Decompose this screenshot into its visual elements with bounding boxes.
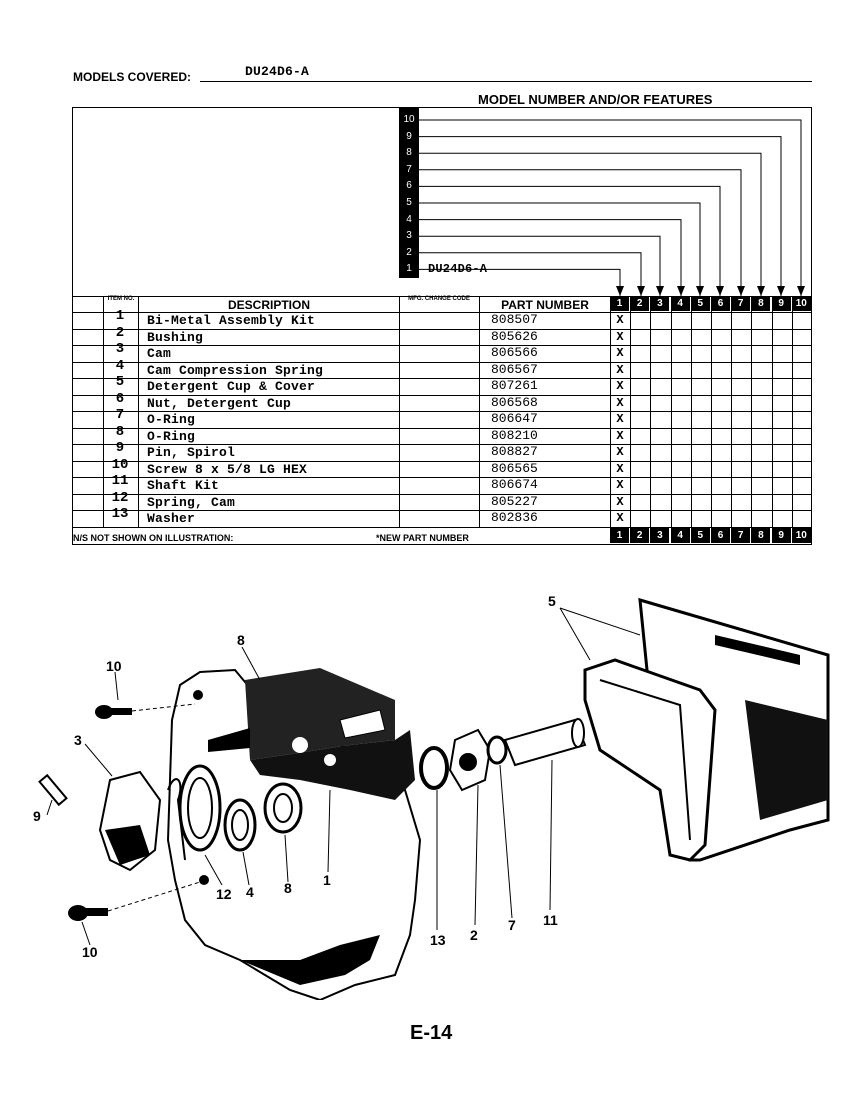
table-cell-item: 3 xyxy=(115,341,125,357)
table-cell-model1-mark: X xyxy=(616,362,624,377)
table-cell-item: 8 xyxy=(115,423,125,440)
model-strip-number: 5 xyxy=(406,197,412,208)
table-cell-part-number: 802836 xyxy=(491,510,538,525)
table-cell-description: Screw 8 x 5/8 LG HEX xyxy=(147,461,308,477)
model-col-header: 6 xyxy=(711,297,730,311)
table-cell-part-number: 806566 xyxy=(491,345,538,360)
model-arrow-line xyxy=(419,203,700,296)
table-cell-description: Spring, Cam xyxy=(147,494,236,510)
table-col-rule xyxy=(103,296,104,527)
model-col-rule xyxy=(691,296,692,543)
table-cell-description: Bi-Metal Assembly Kit xyxy=(147,313,316,328)
table-cell-model1-mark: X xyxy=(616,494,624,509)
callout-11: 11 xyxy=(543,912,558,928)
callout-10-bottom: 10 xyxy=(82,944,98,960)
table-cell-item: 7 xyxy=(115,407,125,423)
model-strip-number: 6 xyxy=(406,180,412,192)
model-col-rule xyxy=(671,296,672,543)
table-cell-item: 2 xyxy=(115,324,125,341)
table-cell-model1-mark: X xyxy=(616,329,624,344)
table-cell-model1-mark: X xyxy=(616,395,624,410)
exploded-illustration xyxy=(0,560,848,1000)
model-col-rule xyxy=(711,296,712,543)
table-cell-part-number: 806568 xyxy=(491,394,538,410)
model-arrow-head xyxy=(777,286,785,296)
table-cell-model1-mark: X xyxy=(616,346,624,360)
col-item-header: ITEM NO. xyxy=(107,296,135,302)
table-cell-part-number: 806674 xyxy=(491,477,538,492)
callout-13: 13 xyxy=(430,932,446,948)
model-col-header: 9 xyxy=(772,297,791,311)
model-col-header: 4 xyxy=(671,297,690,311)
model-arrow-tree xyxy=(0,0,848,320)
table-cell-item: 1 xyxy=(115,308,125,324)
table-cell-description: Washer xyxy=(147,511,196,526)
callout-8-top: 8 xyxy=(237,632,245,648)
model-strip-number: 9 xyxy=(406,130,412,142)
model-strip-number: 2 xyxy=(406,246,412,258)
model-strip-number: 1 xyxy=(406,263,412,275)
callout-9: 9 xyxy=(33,808,41,824)
model-col-footer: 8 xyxy=(751,528,770,543)
model-col-footer: 1 xyxy=(610,528,629,543)
model-arrow-head xyxy=(616,286,624,296)
model-strip-number: 10 xyxy=(403,114,415,125)
table-cell-description: Pin, Spirol xyxy=(147,445,236,460)
model-col-rule xyxy=(772,296,773,543)
model-arrow-head xyxy=(637,286,645,296)
callout-3: 3 xyxy=(74,732,82,748)
table-cell-part-number: 805227 xyxy=(491,493,538,509)
table-cell-model1-mark: X xyxy=(616,445,624,459)
table-cell-part-number: 808507 xyxy=(491,312,538,327)
col-part-header: PART NUMBER xyxy=(501,298,589,312)
model-col-footer: 2 xyxy=(630,528,649,543)
model-arrow-head xyxy=(716,286,724,296)
model-col-header: 5 xyxy=(691,297,710,311)
model-col-footer: 9 xyxy=(772,528,791,543)
model-arrow-line xyxy=(419,220,681,296)
footer-ns: N/S NOT SHOWN ON ILLUSTRATION: xyxy=(73,533,234,543)
callout-8: 8 xyxy=(284,880,292,896)
table-cell-part-number: 806565 xyxy=(491,460,538,476)
table-cell-description: Cam xyxy=(147,346,172,361)
model-col-rule xyxy=(792,296,793,543)
table-cell-part-number: 808827 xyxy=(491,444,538,459)
col-description-header: DESCRIPTION xyxy=(227,298,310,312)
model-arrow-line xyxy=(419,170,741,296)
model-col-footer: 10 xyxy=(792,528,811,543)
table-cell-model1-mark: X xyxy=(616,478,624,492)
model-col-footer: 7 xyxy=(731,528,750,543)
table-cell-item: 12 xyxy=(111,489,129,506)
features-title: MODEL NUMBER AND/OR FEATURES xyxy=(478,92,713,107)
callout-4: 4 xyxy=(246,884,254,900)
table-cell-description: Cam Compression Spring xyxy=(147,362,324,378)
table-cell-description: Detergent Cup & Cover xyxy=(147,379,316,394)
table-cell-item: 4 xyxy=(115,357,125,374)
table-cell-description: Shaft Kit xyxy=(147,478,220,493)
model-arrow-head xyxy=(737,286,745,296)
model1-name: DU24D6-A xyxy=(428,262,488,276)
table-cell-model1-mark: X xyxy=(616,412,624,426)
table-cell-part-number: 806567 xyxy=(491,361,538,377)
callout-1: 1 xyxy=(323,872,331,888)
table-cell-model1-mark: X xyxy=(616,428,624,443)
table-cell-part-number: 805626 xyxy=(491,328,538,344)
model-col-header: 7 xyxy=(731,297,750,311)
model-col-header: 2 xyxy=(630,297,649,311)
table-cell-description: Bushing xyxy=(147,329,204,345)
model-strip-number: 4 xyxy=(406,213,412,225)
model-arrow-head xyxy=(677,286,685,296)
table-cell-part-number: 806647 xyxy=(491,411,538,426)
models-covered-value: DU24D6-A xyxy=(245,64,310,79)
table-cell-model1-mark: X xyxy=(616,313,624,327)
model-arrow-head xyxy=(696,286,704,296)
model-arrow-head xyxy=(757,286,765,296)
table-cell-item: 6 xyxy=(115,390,125,407)
table-cell-item: 5 xyxy=(115,374,125,390)
col-mfg-header: MFG. CHANGE CODE xyxy=(408,296,470,302)
model-strip-number: 8 xyxy=(406,147,412,159)
model-col-rule xyxy=(630,296,631,543)
model-col-header: 8 xyxy=(751,297,770,311)
model-col-header: 3 xyxy=(650,297,669,311)
table-cell-model1-mark: X xyxy=(616,511,624,525)
table-cell-item: 13 xyxy=(111,506,129,522)
model-col-footer: 6 xyxy=(711,528,730,543)
table-cell-model1-mark: X xyxy=(616,461,624,476)
callout-12: 12 xyxy=(216,886,232,902)
model-col-rule xyxy=(751,296,752,543)
model-col-rule xyxy=(650,296,651,543)
table-cell-item: 10 xyxy=(111,456,129,473)
table-cell-model1-mark: X xyxy=(616,379,624,393)
model-strip-number: 3 xyxy=(406,230,412,242)
callout-7: 7 xyxy=(508,917,516,933)
table-row-rule xyxy=(72,345,812,346)
table-col-rule xyxy=(399,296,400,527)
model-col-footer: 3 xyxy=(650,528,669,543)
table-cell-description: O-Ring xyxy=(147,428,196,444)
model-arrow-head xyxy=(656,286,664,296)
page-number: E-14 xyxy=(410,1022,453,1044)
table-col-rule xyxy=(479,296,480,527)
model-arrow-head xyxy=(797,286,805,296)
table-col-rule xyxy=(138,296,139,527)
model-col-footer: 5 xyxy=(691,528,710,543)
model-col-header: 1 xyxy=(610,297,629,311)
callout-10-top: 10 xyxy=(106,658,122,674)
table-cell-description: Nut, Detergent Cup xyxy=(147,395,292,411)
models-covered-label: MODELS COVERED: xyxy=(73,70,192,84)
model-col-rule xyxy=(731,296,732,543)
table-cell-part-number: 807261 xyxy=(491,378,538,393)
model-col-footer: 4 xyxy=(671,528,690,543)
callout-5: 5 xyxy=(548,593,556,609)
model-col-header: 10 xyxy=(792,297,811,311)
table-cell-item: 11 xyxy=(111,473,129,489)
footer-new-part: *NEW PART NUMBER xyxy=(376,533,469,543)
table-cell-description: O-Ring xyxy=(147,412,196,427)
table-col-rule xyxy=(610,296,611,527)
model-strip-number: 7 xyxy=(406,163,412,175)
table-cell-part-number: 808210 xyxy=(491,427,538,443)
callout-2: 2 xyxy=(470,927,478,943)
table-cell-item: 9 xyxy=(115,440,125,456)
